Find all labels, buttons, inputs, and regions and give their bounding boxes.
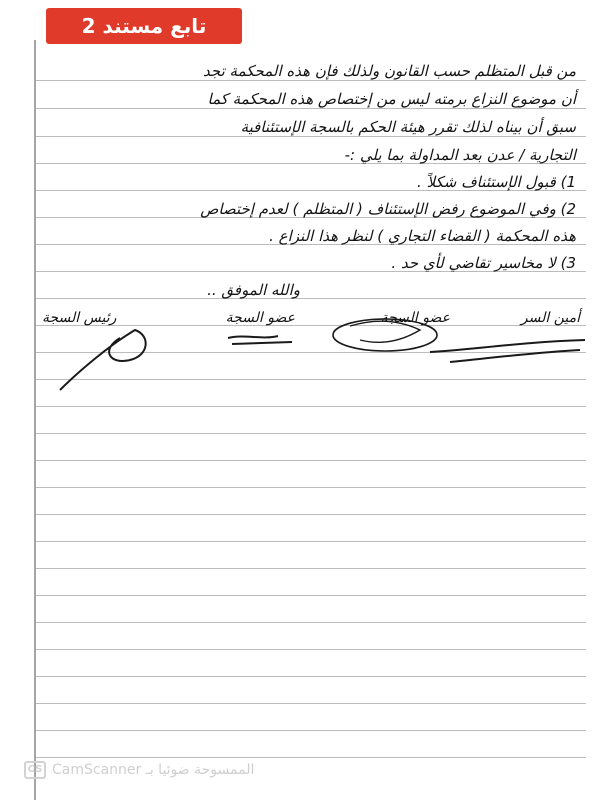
margin-rule (34, 40, 36, 800)
handwritten-line: سبق أن بيناه لذلك تقرر هيئة الحكم بالسجة الإستئنافية (240, 118, 576, 136)
ruled-line (36, 433, 586, 434)
ruled-line (36, 514, 586, 515)
ruled-line (36, 703, 586, 704)
decision-item-2: 2) وفي الموضوع رفض الإستئناف ( المتظلم ) لعدم إختصاص (200, 200, 576, 218)
ruled-line (36, 730, 586, 731)
ruled-line (36, 487, 586, 488)
ruled-line (36, 136, 586, 137)
signature-block (0, 290, 600, 400)
ruled-line (36, 460, 586, 461)
ruled-line (36, 108, 586, 109)
ruled-line (36, 676, 586, 677)
ruled-line (36, 568, 586, 569)
signature-label-chairman: رئيس السجة (42, 310, 117, 326)
decision-item-1: 1) قبول الإستئناف شكلاً . (417, 173, 576, 191)
camscanner-logo-icon: CS (24, 761, 46, 779)
watermark-text: الممسوحة ضوئيا بـ CamScanner (52, 762, 255, 778)
document-continuation-badge: تابع مستند 2 (46, 8, 242, 44)
handwritten-line: أن موضوع النزاع برمته ليس من إختصاص هذه المحكمة كما (207, 90, 576, 108)
ruled-line (36, 595, 586, 596)
ruled-line (36, 541, 586, 542)
signature-label-member: عضو السجة (380, 310, 450, 326)
ruled-line (36, 649, 586, 650)
camscanner-watermark (24, 758, 254, 782)
ruled-line (36, 406, 586, 407)
closing-phrase: والله الموفق .. (207, 281, 300, 299)
handwritten-signatures (0, 290, 600, 400)
handwritten-line: هذه المحكمة ( القضاء التجاري ) لنظر هذا النزاع . (269, 227, 576, 245)
signature-label-member: عضو السجة (225, 310, 295, 326)
decision-item-3: 3) لا مخاسير تقاضي لأي حد . (391, 254, 576, 272)
handwritten-line: التجارية / عدن بعد المداولة بما يلي :- (344, 146, 576, 164)
ruled-line (36, 622, 586, 623)
ruled-line (36, 80, 586, 81)
signature-label-secretary: أمين السر (520, 310, 580, 326)
handwritten-line: من قبل المتظلم حسب القانون ولذلك فإن هذه المحكمة تجد (203, 62, 576, 80)
